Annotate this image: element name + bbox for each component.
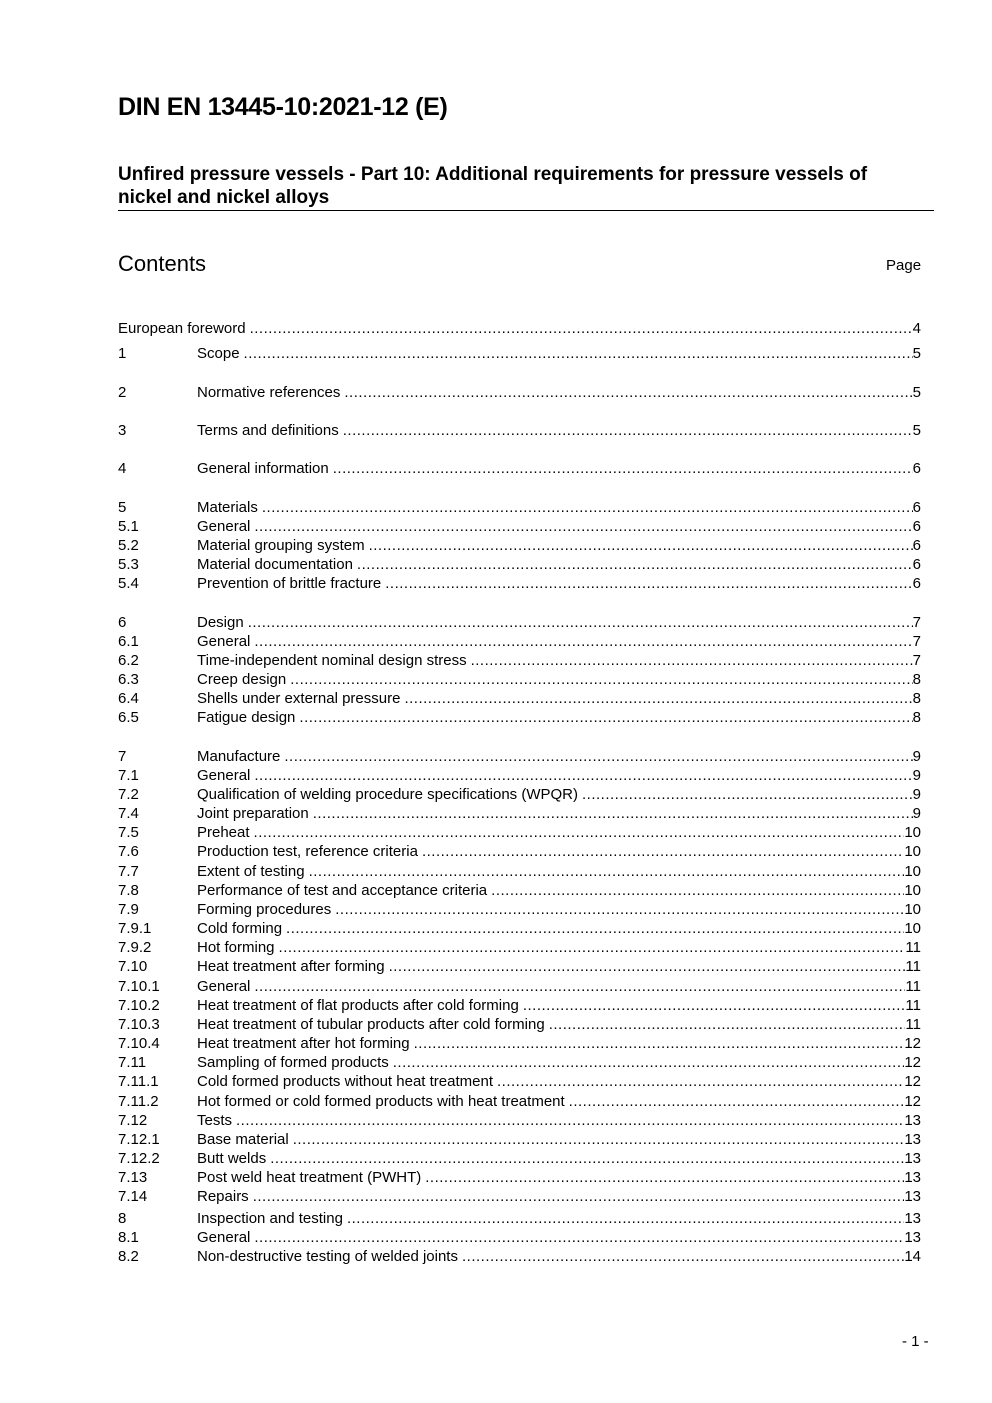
- toc-entry-line: [197, 996, 921, 1015]
- toc-entry-page: 11: [905, 939, 921, 956]
- dot-leader: [357, 555, 913, 574]
- toc-entry-page: 14: [904, 1248, 921, 1265]
- toc-entry-page: 9: [912, 805, 921, 822]
- toc-entry[interactable]: [118, 766, 921, 785]
- toc-entry-number: 7.9.2: [118, 939, 152, 956]
- dot-leader: [270, 1149, 904, 1168]
- toc-entry-line: [197, 459, 921, 478]
- toc-entry-title: General: [197, 517, 254, 536]
- toc-entry-title: Base material: [197, 1130, 293, 1149]
- toc-entry[interactable]: [118, 1053, 921, 1072]
- toc-entry-line: [197, 689, 921, 708]
- toc-entry-number: 6.5: [118, 709, 139, 726]
- toc-entry[interactable]: [118, 842, 921, 861]
- page-column-heading: Page: [886, 257, 922, 274]
- toc-entry-number: 5: [118, 499, 127, 516]
- dot-leader: [422, 842, 904, 861]
- dot-leader: [333, 459, 913, 478]
- toc-entry[interactable]: [118, 996, 921, 1015]
- toc-entry-number: 7.8: [118, 882, 139, 899]
- toc-entry-title: General information: [197, 459, 333, 478]
- toc-entry-line: [197, 1111, 921, 1130]
- toc-entry-line: [197, 536, 921, 555]
- toc-entry-page: 11: [905, 978, 921, 995]
- toc-entry-title: Heat treatment after forming: [197, 957, 389, 976]
- toc-entry-number: 6.1: [118, 633, 139, 650]
- toc-entry-line: [197, 919, 921, 938]
- toc-entry-line: [118, 319, 921, 338]
- toc-entry-line: [197, 1130, 921, 1149]
- dot-leader: [284, 747, 912, 766]
- toc-entry-title: Time-independent nominal design stress: [197, 651, 471, 670]
- toc-entry-number: 7.10.3: [118, 1016, 160, 1033]
- toc-entry-page: 7: [912, 614, 921, 631]
- toc-entry-page: 13: [904, 1210, 921, 1227]
- toc-entry[interactable]: [118, 574, 921, 593]
- toc-entry-page: 6: [912, 556, 921, 573]
- dot-leader: [425, 1168, 904, 1187]
- toc-entry-page: 9: [912, 786, 921, 803]
- toc-entry-number: 8.2: [118, 1248, 139, 1265]
- toc-entry[interactable]: [118, 383, 921, 402]
- toc-entry-line: [197, 632, 921, 651]
- toc-entry-title: Normative references: [197, 383, 344, 402]
- toc-entry-page: 5: [912, 422, 921, 439]
- dot-leader: [254, 977, 905, 996]
- toc-entry[interactable]: [118, 517, 921, 536]
- toc-entry-title: Material documentation: [197, 555, 357, 574]
- dot-leader: [549, 1015, 906, 1034]
- toc-entry[interactable]: [118, 555, 921, 574]
- toc-entry[interactable]: [118, 1015, 921, 1034]
- dot-leader: [389, 957, 906, 976]
- toc-entry[interactable]: [118, 957, 921, 976]
- dot-leader: [309, 862, 905, 881]
- toc-entry[interactable]: [118, 747, 921, 766]
- dot-leader: [254, 517, 912, 536]
- dot-leader: [471, 651, 913, 670]
- toc-entry-number: 7.5: [118, 824, 139, 841]
- toc-entry[interactable]: [118, 498, 921, 517]
- toc-entry-page: 13: [904, 1131, 921, 1148]
- toc-entry-title: Design: [197, 613, 248, 632]
- toc-entry[interactable]: [118, 938, 921, 957]
- toc-entry-line: [197, 517, 921, 536]
- toc-entry-page: 12: [904, 1035, 921, 1052]
- toc-entry[interactable]: [118, 881, 921, 900]
- toc-entry[interactable]: [118, 319, 921, 338]
- dot-leader: [404, 689, 912, 708]
- toc-entry-number: 3: [118, 422, 127, 439]
- toc-entry-number: 8.1: [118, 1229, 139, 1246]
- toc-entry-page: 5: [912, 345, 921, 362]
- toc-entry-number: 7.11.1: [118, 1073, 159, 1090]
- toc-entry-number: 7.6: [118, 843, 139, 860]
- toc-entry-page: 12: [904, 1054, 921, 1071]
- toc-entry-title: Manufacture: [197, 747, 284, 766]
- toc-entry-page: 10: [904, 824, 921, 841]
- dot-leader: [254, 1228, 904, 1247]
- toc-entry-page: 10: [904, 901, 921, 918]
- toc-entry-line: [197, 498, 921, 517]
- toc-entry[interactable]: [118, 785, 921, 804]
- toc-entry-line: [197, 785, 921, 804]
- toc-entry-number: 7.1: [118, 767, 139, 784]
- toc-entry[interactable]: [118, 862, 921, 881]
- dot-leader: [248, 613, 913, 632]
- toc-entry-line: [197, 1015, 921, 1034]
- toc-entry[interactable]: [118, 1149, 921, 1168]
- toc-entry-title: General: [197, 632, 254, 651]
- toc-entry-title: General: [197, 1228, 254, 1247]
- toc-entry-line: [197, 613, 921, 632]
- toc-entry-line: [197, 938, 921, 957]
- toc-entry-number: 4: [118, 460, 127, 477]
- dot-leader: [286, 919, 904, 938]
- toc-entry-title: Cold forming: [197, 919, 286, 938]
- toc-entry-number: 7.11.2: [118, 1093, 159, 1110]
- toc-entry-page: 11: [905, 1016, 921, 1033]
- toc-entry-page: 13: [904, 1150, 921, 1167]
- toc-entry-line: [197, 842, 921, 861]
- toc-entry-title: Shells under external pressure: [197, 689, 404, 708]
- dot-leader: [299, 708, 912, 727]
- toc-entry-title: Hot forming: [197, 938, 279, 957]
- toc-entry-page: 9: [912, 748, 921, 765]
- toc-entry-title: Fatigue design: [197, 708, 299, 727]
- toc-entry-number: 7.9.1: [118, 920, 152, 937]
- toc-entry[interactable]: [118, 632, 921, 651]
- toc-entry[interactable]: [118, 708, 921, 727]
- toc-entry-line: [197, 1168, 921, 1187]
- toc-entry-number: 5.2: [118, 537, 139, 554]
- toc-entry-number: 6.3: [118, 671, 139, 688]
- toc-entry-number: 7.4: [118, 805, 139, 822]
- dot-leader: [335, 900, 904, 919]
- toc-entry[interactable]: [118, 1187, 921, 1206]
- toc-entry[interactable]: [118, 823, 921, 842]
- toc-entry-page: 12: [904, 1093, 921, 1110]
- toc-entry-page: 6: [912, 518, 921, 535]
- toc-entry-number: 7.12: [118, 1112, 148, 1129]
- toc-entry-line: [197, 881, 921, 900]
- toc-entry-line: [197, 1053, 921, 1072]
- toc-entry-title: Hot formed or cold formed products with heat treatment: [197, 1092, 569, 1111]
- dot-leader: [254, 823, 905, 842]
- toc-entry[interactable]: [118, 1072, 921, 1091]
- toc-entry[interactable]: [118, 900, 921, 919]
- dot-leader: [523, 996, 906, 1015]
- toc-entry-page: 10: [904, 843, 921, 860]
- toc-entry-number: 2: [118, 384, 127, 401]
- toc-entry[interactable]: [118, 1228, 921, 1247]
- toc-entry-line: [197, 574, 921, 593]
- toc-entry-line: [197, 651, 921, 670]
- toc-entry-page: 7: [912, 633, 921, 650]
- toc-entry-title: General: [197, 977, 254, 996]
- toc-entry-number: 7.10.2: [118, 997, 160, 1014]
- toc-entry-line: [197, 766, 921, 785]
- toc-entry-number: 7: [118, 748, 127, 765]
- toc-entry-number: 6: [118, 614, 127, 631]
- toc-entry-line: [197, 804, 921, 823]
- toc-entry[interactable]: [118, 1209, 921, 1228]
- dot-leader: [293, 1130, 905, 1149]
- toc-entry-page: 5: [912, 384, 921, 401]
- toc-entry-line: [197, 1092, 921, 1111]
- toc-entry-title: Joint preparation: [197, 804, 313, 823]
- toc-entry-line: [197, 1187, 921, 1206]
- toc-entry-page: 11: [905, 997, 921, 1014]
- toc-entry-line: [197, 708, 921, 727]
- dot-leader: [244, 344, 913, 363]
- toc-entry-page: 13: [904, 1112, 921, 1129]
- dot-leader: [253, 1187, 905, 1206]
- toc-entry-title: Qualification of welding procedure specifications (WPQR): [197, 785, 582, 804]
- toc-entry[interactable]: [118, 459, 921, 478]
- toc-entry-title: Non-destructive testing of welded joints: [197, 1247, 462, 1266]
- toc-entry-number: 6.2: [118, 652, 139, 669]
- toc-entry-title: Heat treatment of flat products after cold forming: [197, 996, 523, 1015]
- dot-leader: [569, 1092, 905, 1111]
- toc-entry-title: Scope: [197, 344, 244, 363]
- toc-entry-page: 6: [912, 499, 921, 516]
- toc-entry[interactable]: [118, 1130, 921, 1149]
- toc-entry-number: 5.3: [118, 556, 139, 573]
- toc-entry-title: Repairs: [197, 1187, 253, 1206]
- toc-entry-line: [197, 344, 921, 363]
- toc-entry-title: Creep design: [197, 670, 290, 689]
- toc-entry-page: 6: [912, 575, 921, 592]
- toc-entry-title: Heat treatment after hot forming: [197, 1034, 414, 1053]
- dot-leader: [343, 421, 913, 440]
- toc-entry-line: [197, 862, 921, 881]
- toc-entry-page: 8: [912, 709, 921, 726]
- toc-entry-number: 5.1: [118, 518, 139, 535]
- toc-entry-page: 7: [912, 652, 921, 669]
- toc-entry-title: Tests: [197, 1111, 236, 1130]
- toc-entry-page: 13: [904, 1188, 921, 1205]
- page-number: - 1 -: [902, 1333, 929, 1350]
- toc-entry-line: [197, 421, 921, 440]
- toc-entry-page: 10: [904, 863, 921, 880]
- toc-entry[interactable]: [118, 344, 921, 363]
- toc-entry-line: [197, 1247, 921, 1266]
- toc-entry[interactable]: [118, 536, 921, 555]
- toc-entry-title: Materials: [197, 498, 262, 517]
- toc-entry-number: 7.11: [118, 1054, 147, 1071]
- toc-entry-number: 5.4: [118, 575, 139, 592]
- dot-leader: [262, 498, 913, 517]
- toc-entry-title: Inspection and testing: [197, 1209, 347, 1228]
- dot-leader: [462, 1247, 904, 1266]
- toc-entry-page: 4: [912, 320, 921, 337]
- toc-entry[interactable]: [118, 421, 921, 440]
- dot-leader: [254, 766, 912, 785]
- toc-entry-page: 11: [905, 958, 921, 975]
- toc-entry-number: 7.2: [118, 786, 139, 803]
- contents-heading: Contents: [118, 251, 207, 276]
- toc-entry-number: 7.7: [118, 863, 139, 880]
- toc-entry-number: 6.4: [118, 690, 139, 707]
- dot-leader: [313, 804, 913, 823]
- dot-leader: [290, 670, 912, 689]
- dot-leader: [254, 632, 912, 651]
- toc-entry-line: [197, 670, 921, 689]
- toc-entry-line: [197, 1072, 921, 1091]
- toc-entry[interactable]: [118, 1034, 921, 1053]
- toc-entry-title: Material grouping system: [197, 536, 369, 555]
- toc-entry-page: 6: [912, 460, 921, 477]
- toc-entry-title: Prevention of brittle fracture: [197, 574, 385, 593]
- toc-entry-page: 8: [912, 671, 921, 688]
- toc-entry-line: [197, 900, 921, 919]
- dot-leader: [393, 1053, 905, 1072]
- toc-entry[interactable]: [118, 1111, 921, 1130]
- dot-leader: [414, 1034, 905, 1053]
- toc-entry-number: 7.12.2: [118, 1150, 160, 1167]
- dot-leader: [369, 536, 913, 555]
- toc-entry[interactable]: [118, 1247, 921, 1266]
- toc-entry[interactable]: [118, 651, 921, 670]
- toc-entry-line: [197, 1034, 921, 1053]
- toc-entry[interactable]: [118, 804, 921, 823]
- toc-entry-page: 12: [904, 1073, 921, 1090]
- dot-leader: [347, 1209, 904, 1228]
- dot-leader: [491, 881, 904, 900]
- dot-leader: [250, 319, 913, 338]
- toc-entry-number: 7.10: [118, 958, 148, 975]
- toc-entry-number: 7.12.1: [118, 1131, 160, 1148]
- toc-entry-number: 7.9: [118, 901, 139, 918]
- toc-entry[interactable]: [118, 613, 921, 632]
- toc-entry[interactable]: [118, 919, 921, 938]
- toc-entry[interactable]: [118, 670, 921, 689]
- toc-entry-page: 9: [912, 767, 921, 784]
- toc-entry-title: Extent of testing: [197, 862, 309, 881]
- toc-entry-line: [197, 1149, 921, 1168]
- document-identifier: DIN EN 13445-10:2021-12 (E): [118, 93, 448, 121]
- toc-entry-line: [197, 555, 921, 574]
- toc-entry-number: 8: [118, 1210, 127, 1227]
- toc-entry-title: Forming procedures: [197, 900, 335, 919]
- toc-entry-title: General: [197, 766, 254, 785]
- toc-entry[interactable]: [118, 977, 921, 996]
- toc-entry-page: 8: [912, 690, 921, 707]
- toc-entry-line: [197, 383, 921, 402]
- toc-entry-title: European foreword: [118, 319, 250, 338]
- dot-leader: [279, 938, 906, 957]
- document-title: Unfired pressure vessels - Part 10: Additional requirements for pressure vessels of nickel and nickel alloys: [118, 164, 868, 208]
- toc-entry-number: 1: [118, 345, 127, 362]
- toc-entry-line: [197, 823, 921, 842]
- toc-entry-number: 7.10.1: [118, 978, 160, 995]
- toc-entry-page: 13: [904, 1169, 921, 1186]
- dot-leader: [582, 785, 913, 804]
- toc-entry-line: [197, 957, 921, 976]
- toc-entry[interactable]: [118, 1092, 921, 1111]
- toc-entry[interactable]: [118, 1168, 921, 1187]
- dot-leader: [497, 1072, 904, 1091]
- toc-entry-title: Cold formed products without heat treatment: [197, 1072, 497, 1091]
- toc-entry[interactable]: [118, 689, 921, 708]
- toc-entry-title: Sampling of formed products: [197, 1053, 393, 1072]
- toc-entry-title: Terms and definitions: [197, 421, 343, 440]
- dot-leader: [236, 1111, 904, 1130]
- toc-entry-number: 7.10.4: [118, 1035, 160, 1052]
- dot-leader: [385, 574, 912, 593]
- toc-entry-page: 10: [904, 920, 921, 937]
- dot-leader: [344, 383, 912, 402]
- toc-entry-page: 10: [904, 882, 921, 899]
- toc-entry-title: Butt welds: [197, 1149, 270, 1168]
- toc-entry-line: [197, 747, 921, 766]
- toc-entry-title: Production test, reference criteria: [197, 842, 422, 861]
- toc-entry-title: Preheat: [197, 823, 254, 842]
- toc-entry-line: [197, 1228, 921, 1247]
- toc-entry-title: Performance of test and acceptance criteria: [197, 881, 491, 900]
- toc-entry-number: 7.14: [118, 1188, 148, 1205]
- toc-entry-page: 13: [904, 1229, 921, 1246]
- toc-entry-line: [197, 977, 921, 996]
- toc-entry-line: [197, 1209, 921, 1228]
- toc-entry-number: 7.13: [118, 1169, 148, 1186]
- toc-entry-page: 6: [912, 537, 921, 554]
- toc-entry-title: Heat treatment of tubular products after cold forming: [197, 1015, 549, 1034]
- toc-entry-title: Post weld heat treatment (PWHT): [197, 1168, 425, 1187]
